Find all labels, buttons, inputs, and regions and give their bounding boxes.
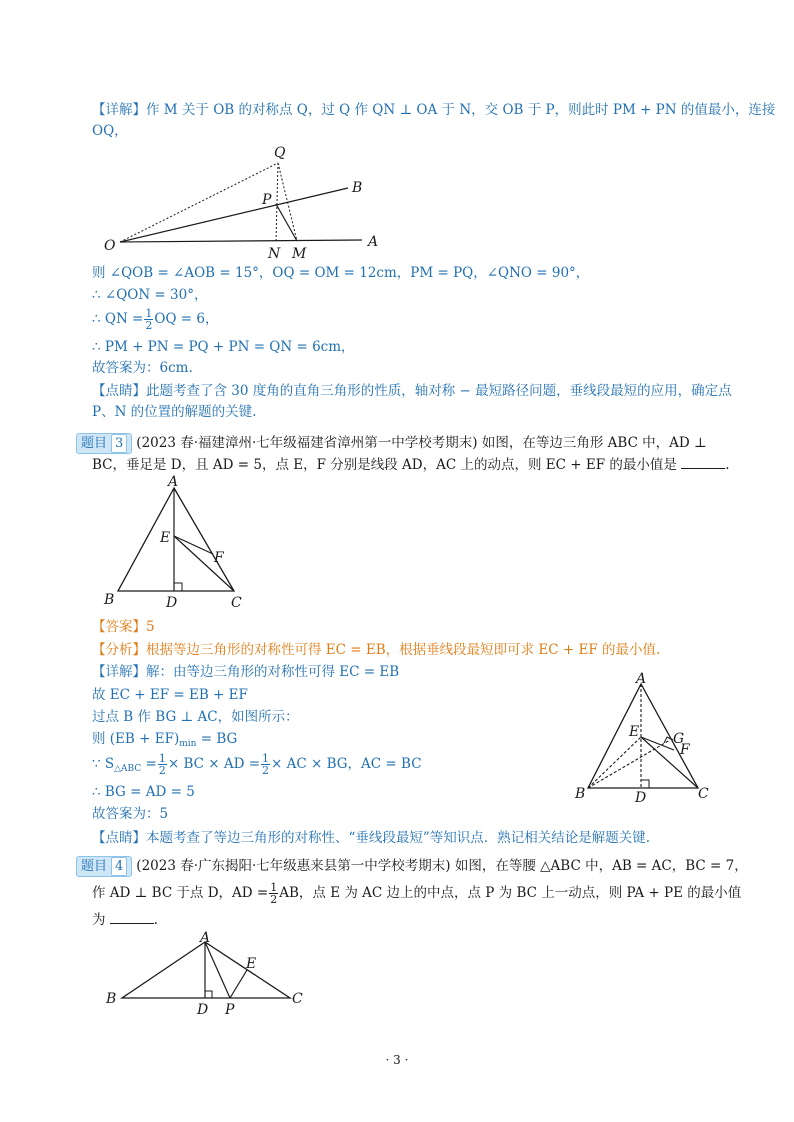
step-3: ∴ QN = $\frac{1}{2}$ OQ = 6， bbox=[92, 307, 219, 332]
label-f: F bbox=[214, 550, 224, 566]
label-b: B bbox=[106, 991, 117, 1007]
label-f: F bbox=[680, 742, 690, 758]
label-c: C bbox=[698, 786, 709, 802]
label-c: C bbox=[231, 595, 242, 611]
q4-line-3: 为 . bbox=[92, 912, 159, 928]
q3-detail-2: 故 EC + EF = EB + EF bbox=[92, 687, 248, 703]
q3-detail-1: 【详解】解：由等边三角形的对称性可得 EC = EB bbox=[92, 664, 400, 680]
comment-line-2: P、N 的位置的解题的关键. bbox=[92, 404, 257, 420]
label-a: A bbox=[200, 930, 211, 946]
label-e: E bbox=[160, 530, 171, 546]
label-c: C bbox=[292, 991, 303, 1007]
label-e: E bbox=[246, 956, 257, 972]
label-g: G bbox=[673, 731, 685, 747]
detail-line-1: 【详解】作 M 关于 OB 的对称点 Q，过 Q 作 QN ⊥ OA 于 N，交 OB 于 P，则此时 PM + PN 的值最小，连接 bbox=[92, 102, 776, 118]
figure-equilateral-abc bbox=[100, 474, 260, 612]
q3-line-2: BC，垂足是 D，且 AD = 5，点 E，F 分别是线段 AD，AC 上的动点，则 EC + EF 的最小值是 . bbox=[92, 457, 730, 473]
label-e: E bbox=[629, 724, 640, 740]
label-a: A bbox=[168, 474, 179, 490]
answer-blank bbox=[681, 456, 725, 469]
label-o: O bbox=[104, 238, 116, 254]
detail-tag: 【详解】 bbox=[92, 102, 146, 118]
label-p: P bbox=[262, 192, 272, 208]
q3-detail-6: ∴ BG = AD = 5 bbox=[92, 784, 195, 800]
step-2: ∴ ∠QON = 30°， bbox=[92, 287, 208, 303]
q3-line-1: 题目 3 (2023 春·福建漳州·七年级福建省漳州第一中学校考期末) 如图，在等边三角形 ABC 中，AD ⊥ bbox=[76, 433, 707, 454]
label-d: D bbox=[197, 1002, 209, 1018]
q3-comment: 【点睛】本题考查了等边三角形的对称性、“垂线段最短”等知识点．熟记相关结论是解题关键. bbox=[92, 830, 651, 846]
answer-blank bbox=[110, 911, 154, 924]
q4-line-1: 题目 4 (2023 春·广东揭阳·七年级惠来县第一中学校考期末) 如图，在等腰 △ABC 中，AB = AC，BC = 7， bbox=[76, 856, 748, 877]
label-p: P bbox=[225, 1002, 235, 1018]
q3-detail-4: 则 $(EB + EF)_{min}$ = BG bbox=[92, 731, 238, 749]
q3-answer: 【答案】5 bbox=[92, 619, 155, 635]
comment-line-1: 【点睛】此题考查了含 30 度角的直角三角形的性质，轴对称 − 最短路径问题，垂线段最短的应用，确定点 bbox=[92, 383, 732, 399]
label-b: B bbox=[104, 592, 115, 608]
label-a: A bbox=[368, 234, 379, 250]
step-4: ∴ PM + PN = PQ + PN = QN = 6cm， bbox=[92, 339, 355, 355]
label-d: D bbox=[635, 790, 647, 806]
step-1: 则 ∠QOB = ∠AOB = 15°，OQ = OM = 12cm，PM = PQ，∠QNO = 90°， bbox=[92, 265, 590, 281]
figure-isosceles-abc bbox=[100, 928, 320, 1018]
label-b: B bbox=[352, 180, 363, 196]
q3-detail-7: 故答案为：5 bbox=[92, 806, 169, 822]
detail-line-2: OQ， bbox=[92, 123, 128, 139]
q3-detail-5: ∵ $S_{\triangle ABC}$ = $\frac{1}{2}$ × BC × AD = $\frac{1}{2}$ × AC × BG，AC = BC bbox=[92, 752, 422, 777]
label-b: B bbox=[575, 786, 586, 802]
step-5: 故答案为：6cm. bbox=[92, 360, 193, 376]
figure-angle-oab bbox=[100, 140, 400, 262]
page-number: · 3 · bbox=[385, 1053, 409, 1067]
label-q: Q bbox=[274, 145, 286, 161]
q3-detail-3: 过点 B 作 BG ⊥ AC，如图所示： bbox=[92, 709, 299, 725]
label-n: N bbox=[268, 246, 281, 262]
label-a: A bbox=[636, 671, 647, 687]
label-m: M bbox=[292, 246, 307, 262]
q4-line-2: 作 AD ⊥ BC 于点 D，AD = $\frac{1}{2}$ AB，点 E 为 AC 边上的中点，点 P 为 BC 上一动点，则 PA + PE 的最小值 bbox=[92, 881, 742, 906]
q4-badge: 题目 4 bbox=[76, 856, 132, 877]
label-d: D bbox=[166, 595, 178, 611]
figure-equilateral-bg bbox=[570, 670, 720, 810]
q3-badge: 题目 3 bbox=[76, 433, 132, 454]
q3-analysis: 【分析】根据等边三角形的对称性可得 EC = EB，根据垂线段最短即可求 EC + EF 的最小值. bbox=[92, 642, 661, 658]
